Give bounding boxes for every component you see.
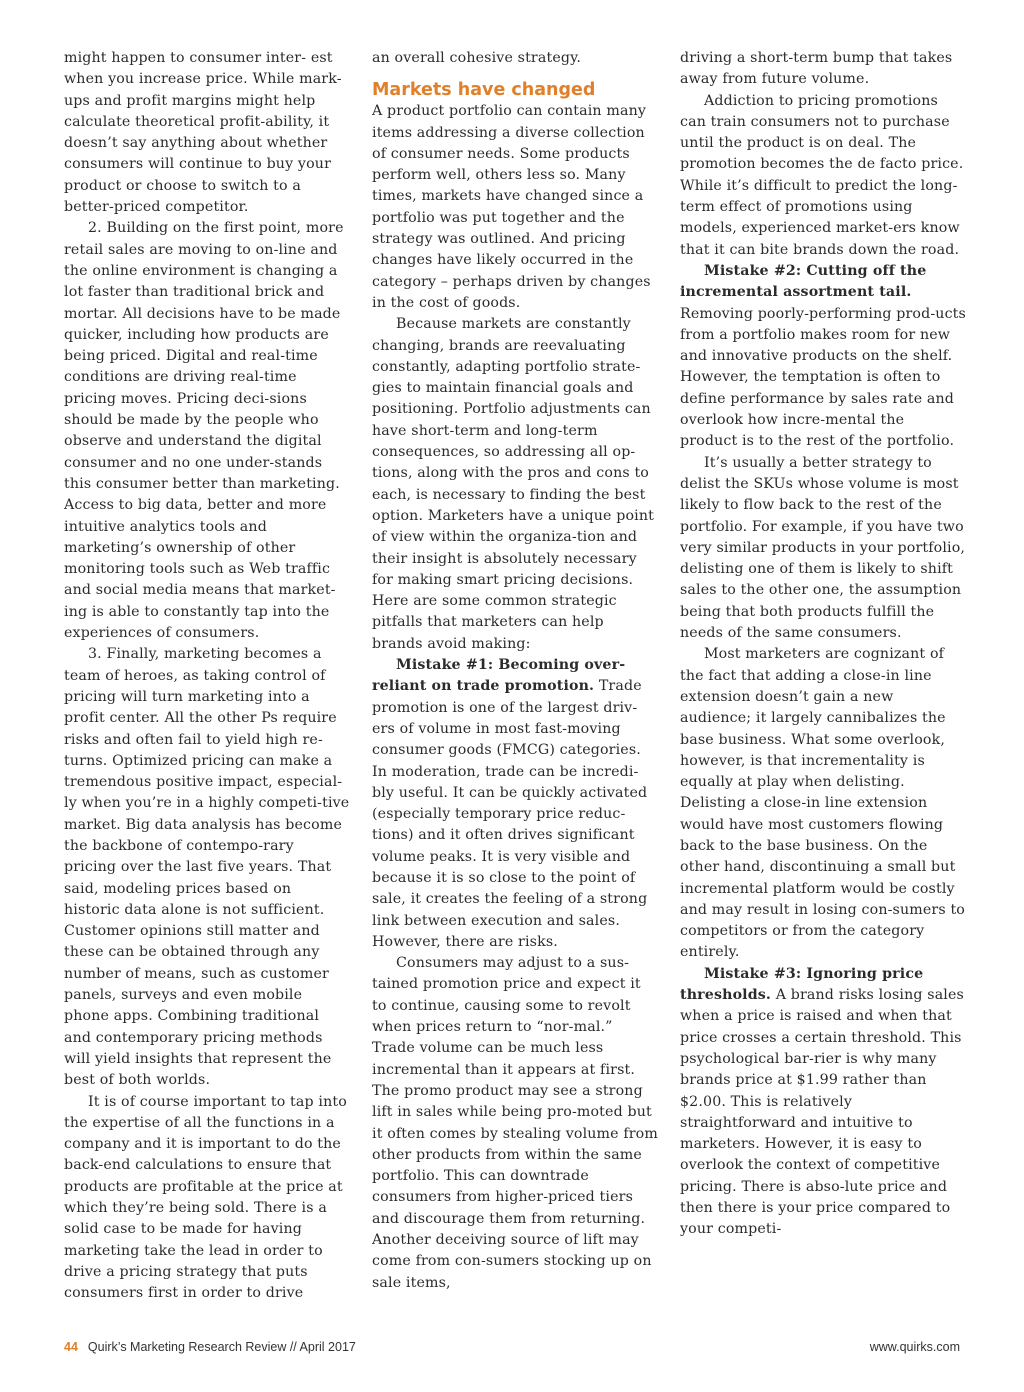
paragraph: It’s usually a better strategy to delist the SKUs whose volume is most likely to flow back to the rest of the portfolio. For example, if you have two very similar products in your portfolio, delisting one of them is likely to shift sales to the other one, the assumption being that both products fulfill the needs of the same consumers. [680,454,966,642]
paragraph: A product portfolio can contain many items addressing a diverse collection of consumer needs. Some products perform well, others less so. Many times, markets have changed since a portfolio was put together and the strategy was outlined. And pricing changes have likely occurred in the category – perhaps driven by changes in the cost of goods. [372,103,651,311]
mistake-title: Mistake #3: Ignoring price thresholds. [680,965,924,1004]
paragraph: 2. Building on the first point, more retail sales are moving to on-line and the online environment is changing a lot faster than traditional brick and mortar. All decisions have to be made quicker, including how products are being priced. Digital and real-time conditions are driving real-time pricing moves. Pricing deci-sions should be made by the people who observe and understand the digital consumer and no one under-stands this consumer better than marketing. Access to big data, better and more intuitive analytics tools and marketing’s ownership of other monitoring tools such as Web traffic and social media means that market-ing is able to constantly tap into the experiences of consumers. [64,220,344,642]
section-heading: Markets have changed [372,80,596,101]
paragraph: might happen to consumer inter- est when you increase price. While mark-ups and profit margins might help calculate theoretical profit-ability, it doesn’t say anything about whether consumers will continue to buy your product or choose to switch to a better-priced competitor. [64,50,342,216]
paragraph: Most marketers are cognizant of the fact that adding a close-in line extension doesn’t gain a new audience; it largely cannibalizes the base business. What some overlook, however, is that incrementality is equally at play when delisting. Delisting a close-in line extension would have most customers flowing back to the base business. On the other hand, discontinuing a small but incremental platform would be costly and may result in losing con-sumers to competitors or from the category entirely. [680,646,965,961]
mistake-title: Mistake #2: Cutting off the incremental assortment tail. [680,262,927,301]
page-footer [64,1340,960,1362]
paragraph: Because markets are constantly changing, brands are reevaluating constantly, adapting portfolio strate-gies to maintain financial goals and positioning. Portfolio adjustments can have short-term and long-term consequences, so addressing all op-tions, along with the pros and cons to each, is necessary to finding the best option. Marketers have a unique point of view within the organiza-tion and their insight is absolutely necessary for making smart pricing decisions. Here are some common strategic pitfalls that marketers can help brands avoid making: [372,316,654,652]
mistake-title: Mistake #1: Becoming over-reliant on trade promotion. [372,657,626,695]
paragraph: It is of course important to tap into the expertise of all the functions in a company and it is important to do the back-end calculations to ensure that products are profitable at the price at which they’re being sold. There is a solid case to be made for having marketing take the lead in order to drive a pricing strategy that puts consumers first in order to drive [64,1093,347,1302]
paragraph: 3. Finally, marketing becomes a team of heroes, as taking control of pricing will turn marketing into a profit center. All the other Ps require risks and often fail to yield high re-turns. Optimized pricing can make a tremendous positive impact, especial-ly when you’re in a highly competi-tive market. Big data analysis has become the backbone of contempo-rary pricing over the last five years. That said, modeling prices based on historic data alone is not sufficient. Customer opinions still matter and these can be obtained through any number of means, such as customer panels, surveys and even mobile phone apps. Combining traditional and contemporary pricing methods will yield insights that represent the best of both worlds. [64,646,350,1089]
text-column-2 [372,48,658,1294]
footer-publication [64,1340,356,1354]
paragraph: Consumers may adjust to a sus-tained promotion price and expect it to continue, causing some to revolt when prices return to “nor-mal.” Trade volume can be much less incremental than it appears at first. The promo product may see a strong lift in sales while being pro-moted but it often comes by stealing volume from other products from within the same portfolio. This can downtrade consumers from higher-priced tiers and discourage them from returning. Another deceiving source of lift may come from con-sumers stocking up on sale items, [372,955,658,1291]
mistake-text: Removing poorly-performing prod-ucts from a portfolio makes room for new and innovative products on the shelf. However, the temptation is often to define performance by sales rate and overlook how incre-mental the product is to the rest of the portfolio. [680,305,966,450]
paragraph [680,261,966,453]
text-column-1 [64,48,350,1305]
mistake-text: A brand risks losing sales when a price is raised and when that price crosses a certain threshold. This psychological bar-rier is why many brands price at $1.99 rather than $2.00. This is relatively straightforward and intuitive to marketers. However, it is easy to overlook the context of competitive pricing. There is abso-lute price and then there is your price compared to your competi- [680,987,964,1238]
text-column-3 [680,48,966,1241]
paragraph [680,964,966,1241]
paragraph: Addiction to pricing promotions can train consumers not to purchase until the product is on deal. The promotion becomes the de facto price. While it’s difficult to predict the long-term effect of promotions using models, experienced market-ers know that it can bite brands down the road. [680,92,964,258]
paragraph: an overall cohesive strategy. [372,50,582,66]
page-number: 44 [64,1340,78,1354]
mistake-text: Trade promotion is one of the largest driv-ers of volume in most fast-moving consumer goods (FMCG) categories. In moderation, trade can be incredi-bly useful. It can be quickly activated (especially temporary price reduc-tions) and it often drives significant volume peaks. It is very visible and because it is so close to the point of sale, it creates the feeling of a strong link between execution and sales. However, there are risks. [372,678,648,950]
paragraph: driving a short-term bump that takes away from future volume. [680,50,953,88]
paragraph [372,655,658,953]
publication-name: Quirk’s Marketing Research Review // April 2017 [87,1340,356,1354]
footer-url: www.quirks.com [869,1340,960,1354]
